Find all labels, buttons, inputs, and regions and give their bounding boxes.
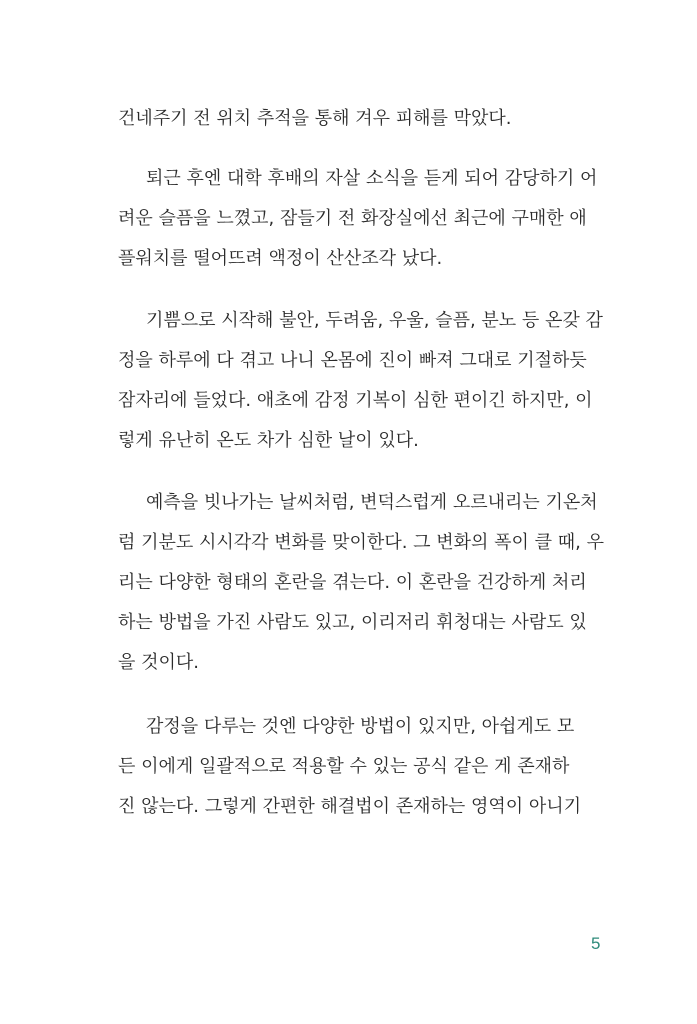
text-line: 진 않는다. 그렇게 간편한 해결법이 존재하는 영역이 아니기 [118, 796, 582, 817]
text-line: 럼 기분도 시시각각 변화를 맞이한다. 그 변화의 폭이 클 때, 우 [118, 532, 604, 553]
paragraph-first-line: 감정을 다루는 것엔 다양한 방법이 있지만, 아쉽게도 모 [146, 716, 575, 737]
paragraph-first-line: 퇴근 후엔 대학 후배의 자살 소식을 듣게 되어 감당하기 어 [146, 168, 598, 189]
text-line: 든 이에게 일괄적으로 적용할 수 있는 공식 같은 게 존재하 [118, 756, 570, 777]
text-line: 건네주기 전 위치 추적을 통해 겨우 피해를 막았다. [118, 108, 512, 129]
text-line: 하는 방법을 가진 사람도 있고, 이리저리 휘청대는 사람도 있 [118, 612, 587, 633]
paragraph-first-line: 기쁨으로 시작해 불안, 두려움, 우울, 슬픔, 분노 등 온갖 감 [146, 310, 603, 331]
text-line: 렇게 유난히 온도 차가 심한 날이 있다. [118, 430, 419, 451]
text-line: 리는 다양한 형태의 혼란을 겪는다. 이 혼란을 건강하게 처리 [118, 572, 587, 593]
text-line: 을 것이다. [118, 652, 199, 673]
text-line: 려운 슬픔을 느꼈고, 잠들기 전 화장실에선 최근에 구매한 애 [118, 208, 587, 229]
page-number: 5 [591, 934, 601, 953]
text-line: 정을 하루에 다 겪고 나니 온몸에 진이 빠져 그대로 기절하듯 [118, 350, 587, 371]
text-line: 잠자리에 들었다. 애초에 감정 기복이 심한 편이긴 하지만, 이 [118, 390, 593, 411]
text-line: 플워치를 떨어뜨려 액정이 산산조각 났다. [118, 248, 443, 269]
paragraph-first-line: 예측을 빗나가는 날씨처럼, 변덕스럽게 오르내리는 기온처 [146, 492, 598, 513]
